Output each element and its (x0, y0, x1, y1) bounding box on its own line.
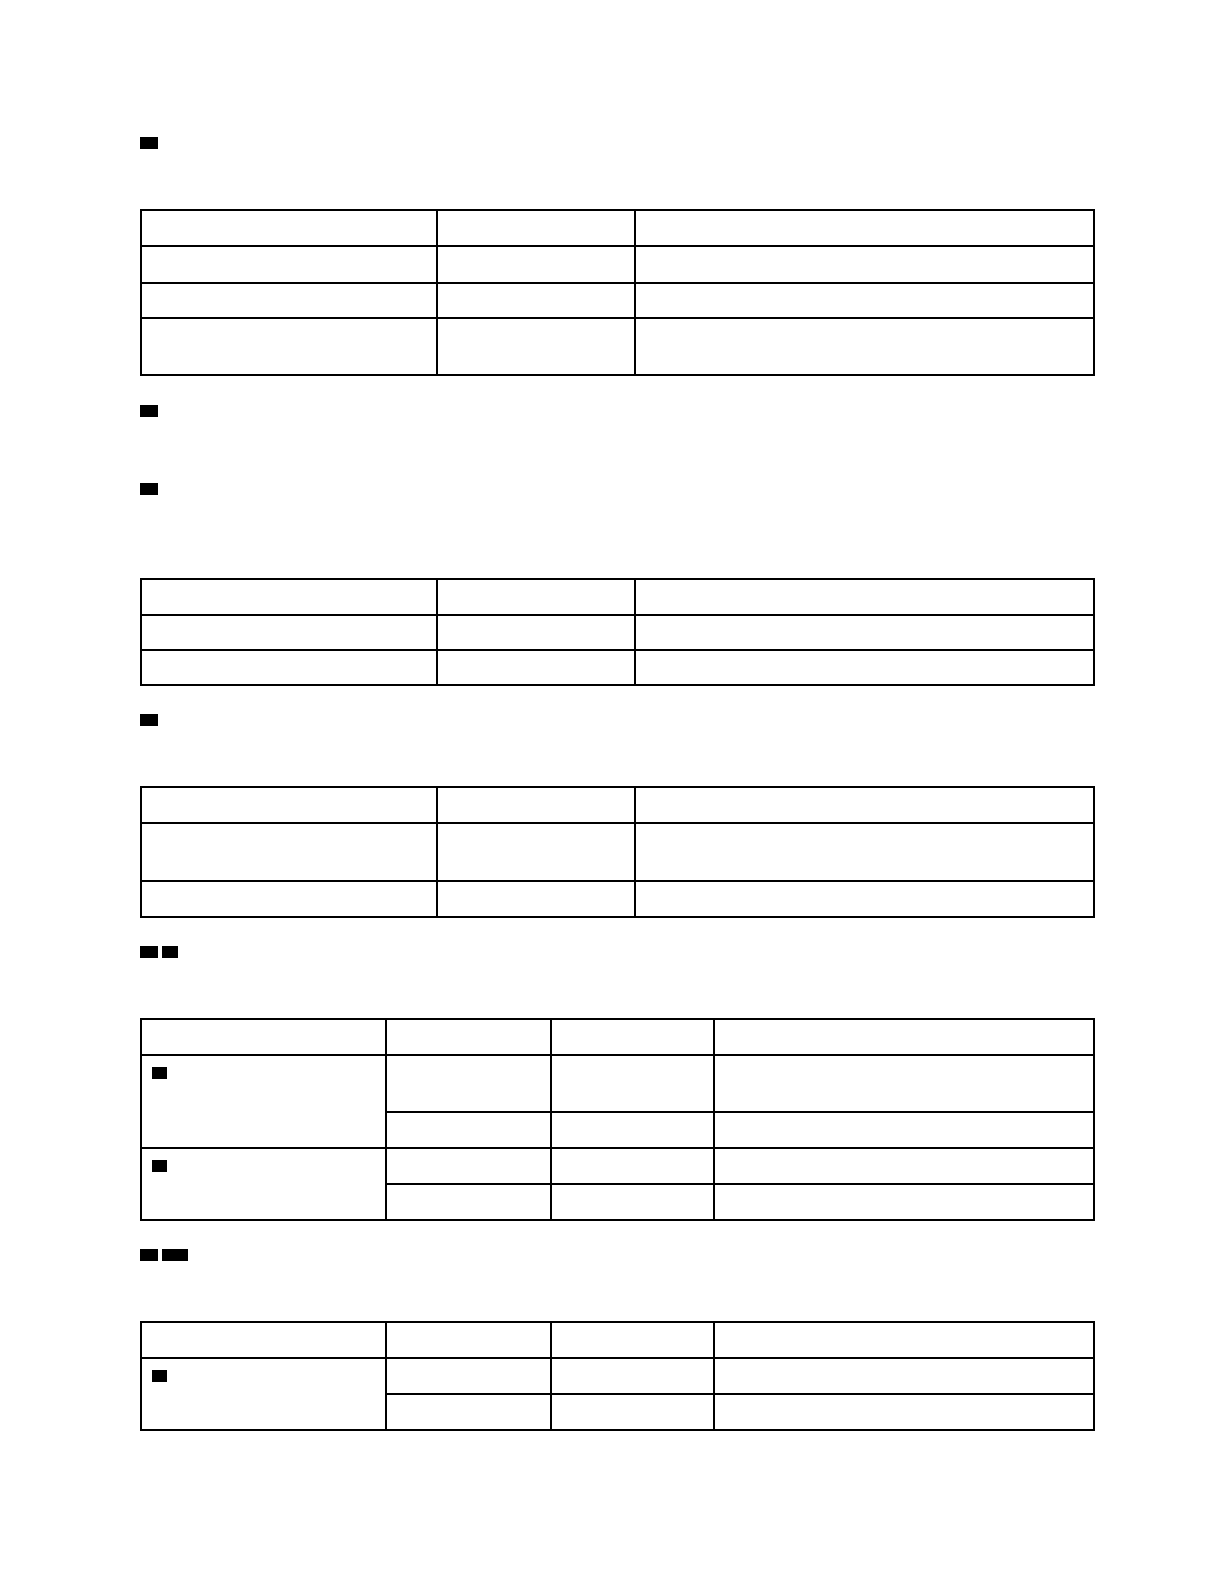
table-row (141, 1358, 1094, 1394)
table-cell (141, 787, 437, 823)
table-row (141, 787, 1094, 823)
table-1 (140, 209, 1095, 376)
table-cell (437, 579, 635, 615)
table-cell-merged (141, 1358, 386, 1430)
table-row (141, 579, 1094, 615)
table-cell (714, 1019, 1094, 1055)
redacted-cell-label (152, 1067, 167, 1079)
table-5 (140, 1321, 1095, 1431)
table-cell (714, 1055, 1094, 1112)
table-cell (635, 823, 1094, 881)
table-cell (386, 1055, 551, 1112)
table-row (141, 1322, 1094, 1358)
table-cell (386, 1112, 551, 1148)
table-cell (437, 615, 635, 650)
table-cell (635, 318, 1094, 375)
table-cell (386, 1019, 551, 1055)
table-cell (551, 1019, 714, 1055)
table-row (141, 246, 1094, 283)
table-cell (714, 1322, 1094, 1358)
redacted-heading-5a (140, 946, 158, 958)
table-cell (141, 318, 437, 375)
table-cell (141, 881, 437, 917)
table-cell (714, 1148, 1094, 1184)
redacted-heading-6b (162, 1249, 188, 1261)
table-cell (714, 1394, 1094, 1430)
table-row (141, 1055, 1094, 1112)
table-cell (551, 1055, 714, 1112)
table-cell (437, 823, 635, 881)
table-cell (386, 1322, 551, 1358)
table-cell (635, 615, 1094, 650)
redacted-heading-6a (140, 1249, 158, 1261)
table-row (141, 283, 1094, 318)
table-row (141, 1148, 1094, 1184)
table-cell (141, 210, 437, 246)
table-cell (551, 1322, 714, 1358)
table-cell (141, 579, 437, 615)
table-cell (551, 1394, 714, 1430)
table-row (141, 615, 1094, 650)
table-cell (437, 650, 635, 685)
table-cell (437, 881, 635, 917)
table-cell (141, 615, 437, 650)
table-cell (437, 210, 635, 246)
redacted-cell-label (152, 1370, 167, 1382)
table-cell-merged (141, 1148, 386, 1220)
table-row (141, 210, 1094, 246)
table-cell (714, 1112, 1094, 1148)
table-row (141, 881, 1094, 917)
table-cell (635, 579, 1094, 615)
table-cell (551, 1112, 714, 1148)
table-cell (386, 1358, 551, 1394)
table-cell (141, 650, 437, 685)
table-cell (141, 1019, 386, 1055)
redacted-heading-3 (140, 483, 158, 495)
table-cell (551, 1148, 714, 1184)
redacted-heading-1 (140, 137, 158, 149)
table-cell (437, 787, 635, 823)
table-cell (437, 246, 635, 283)
redacted-heading-2 (140, 405, 158, 417)
table-cell (714, 1358, 1094, 1394)
table-cell (141, 823, 437, 881)
table-cell (141, 1322, 386, 1358)
table-row (141, 650, 1094, 685)
table-cell (635, 246, 1094, 283)
table-cell (386, 1184, 551, 1220)
table-4 (140, 1018, 1095, 1221)
table-cell (714, 1184, 1094, 1220)
table-cell (141, 246, 437, 283)
table-cell (386, 1394, 551, 1430)
table-3 (140, 786, 1095, 918)
table-row (141, 823, 1094, 881)
table-cell (551, 1184, 714, 1220)
table-cell-merged (141, 1055, 386, 1148)
table-row (141, 318, 1094, 375)
table-cell (386, 1148, 551, 1184)
table-cell (551, 1358, 714, 1394)
redacted-heading-4 (140, 714, 158, 726)
table-cell (635, 650, 1094, 685)
redacted-cell-label (152, 1160, 167, 1172)
table-cell (141, 283, 437, 318)
table-cell (437, 283, 635, 318)
redacted-heading-5b (162, 946, 178, 958)
table-cell (635, 210, 1094, 246)
table-row (141, 1019, 1094, 1055)
table-2 (140, 578, 1095, 686)
table-cell (635, 881, 1094, 917)
table-cell (635, 283, 1094, 318)
table-cell (437, 318, 635, 375)
table-cell (635, 787, 1094, 823)
